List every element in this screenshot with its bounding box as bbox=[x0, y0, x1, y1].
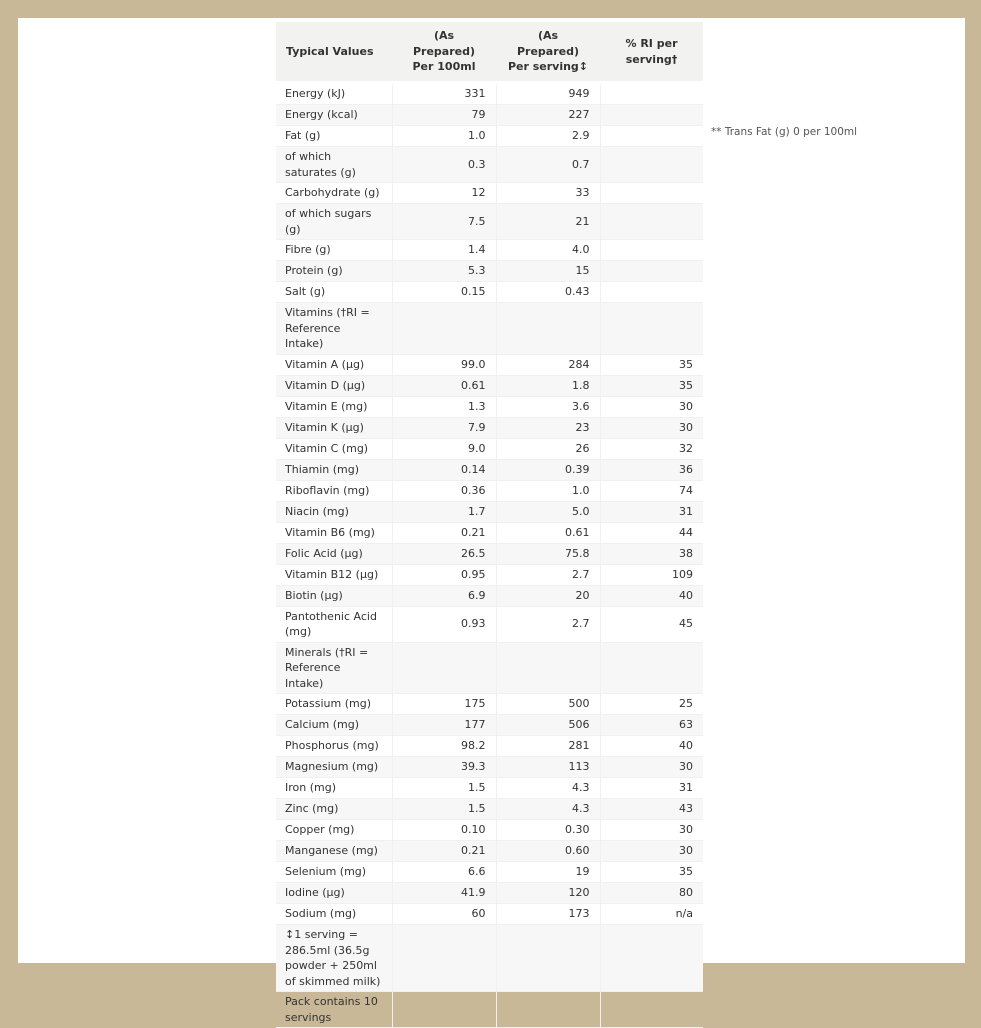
per-100ml-value: 39.3 bbox=[392, 757, 496, 778]
ri-percent-value: 45 bbox=[600, 606, 703, 642]
per-serving-value bbox=[496, 925, 600, 992]
table-row bbox=[276, 736, 703, 757]
per-serving-value: 173 bbox=[496, 904, 600, 925]
table-header-row bbox=[276, 22, 703, 81]
table-row bbox=[276, 799, 703, 820]
page-frame bbox=[18, 18, 965, 1024]
ri-percent-value bbox=[600, 126, 703, 147]
per-100ml-value: 331 bbox=[392, 84, 496, 105]
ri-percent-value: 36 bbox=[600, 459, 703, 480]
per-serving-value: 281 bbox=[496, 736, 600, 757]
ri-percent-value bbox=[600, 183, 703, 204]
ri-percent-value bbox=[600, 303, 703, 355]
nutrient-name: Vitamins (†RI = Reference Intake) bbox=[276, 303, 392, 355]
ri-percent-value bbox=[600, 925, 703, 992]
table-row bbox=[276, 642, 703, 694]
per-100ml-value: 1.5 bbox=[392, 799, 496, 820]
ri-percent-value: 30 bbox=[600, 417, 703, 438]
table-row bbox=[276, 606, 703, 642]
ri-percent-value: 35 bbox=[600, 354, 703, 375]
per-100ml-value: 175 bbox=[392, 694, 496, 715]
ri-percent-value: 32 bbox=[600, 438, 703, 459]
per-100ml-value: 9.0 bbox=[392, 438, 496, 459]
per-serving-value: 949 bbox=[496, 84, 600, 105]
per-100ml-value: 7.9 bbox=[392, 417, 496, 438]
table-row bbox=[276, 438, 703, 459]
per-100ml-value: 6.6 bbox=[392, 862, 496, 883]
per-100ml-value: 0.3 bbox=[392, 147, 496, 183]
per-100ml-value bbox=[392, 992, 496, 1028]
nutrient-name: Zinc (mg) bbox=[276, 799, 392, 820]
nutrient-name: Vitamin E (mg) bbox=[276, 396, 392, 417]
ri-percent-value: 35 bbox=[600, 375, 703, 396]
nutrient-name: Iodine (µg) bbox=[276, 883, 392, 904]
nutrient-name: Thiamin (mg) bbox=[276, 459, 392, 480]
nutrient-name: Potassium (mg) bbox=[276, 694, 392, 715]
ri-percent-value: 31 bbox=[600, 778, 703, 799]
nutrient-name: Iron (mg) bbox=[276, 778, 392, 799]
header-typical-values: Typical Values bbox=[276, 22, 392, 81]
ri-percent-value: 40 bbox=[600, 585, 703, 606]
table-row bbox=[276, 147, 703, 183]
table-row bbox=[276, 480, 703, 501]
ri-percent-value bbox=[600, 204, 703, 240]
table-row bbox=[276, 354, 703, 375]
nutrient-name: Sodium (mg) bbox=[276, 904, 392, 925]
nutrient-name: Vitamin K (µg) bbox=[276, 417, 392, 438]
per-100ml-value: 0.15 bbox=[392, 282, 496, 303]
table-row bbox=[276, 904, 703, 925]
nutrient-name: of which sugars (g) bbox=[276, 204, 392, 240]
nutrient-name: of which saturates (g) bbox=[276, 147, 392, 183]
per-100ml-value: 0.95 bbox=[392, 564, 496, 585]
nutrient-name: Copper (mg) bbox=[276, 820, 392, 841]
table-row bbox=[276, 459, 703, 480]
nutrient-name: Manganese (mg) bbox=[276, 841, 392, 862]
per-serving-value: 0.43 bbox=[496, 282, 600, 303]
per-100ml-value: 0.21 bbox=[392, 841, 496, 862]
table-row bbox=[276, 417, 703, 438]
nutrient-name: Salt (g) bbox=[276, 282, 392, 303]
per-100ml-value: 12 bbox=[392, 183, 496, 204]
ri-percent-value: n/a bbox=[600, 904, 703, 925]
per-serving-value: 0.60 bbox=[496, 841, 600, 862]
nutrient-name: Phosphorus (mg) bbox=[276, 736, 392, 757]
table-row bbox=[276, 862, 703, 883]
per-serving-value: 113 bbox=[496, 757, 600, 778]
per-100ml-value: 177 bbox=[392, 715, 496, 736]
table-row bbox=[276, 715, 703, 736]
per-100ml-value: 0.61 bbox=[392, 375, 496, 396]
ri-percent-value: 25 bbox=[600, 694, 703, 715]
nutrient-name: Vitamin B6 (mg) bbox=[276, 522, 392, 543]
table-row bbox=[276, 282, 703, 303]
nutrient-name: Carbohydrate (g) bbox=[276, 183, 392, 204]
ri-percent-value bbox=[600, 261, 703, 282]
ri-percent-value: 63 bbox=[600, 715, 703, 736]
per-100ml-value: 7.5 bbox=[392, 204, 496, 240]
per-serving-value: 5.0 bbox=[496, 501, 600, 522]
nutrient-name: Energy (kcal) bbox=[276, 105, 392, 126]
nutrient-name: Biotin (µg) bbox=[276, 585, 392, 606]
nutrient-name: Protein (g) bbox=[276, 261, 392, 282]
nutrient-name: Fibre (g) bbox=[276, 240, 392, 261]
ri-percent-value: 31 bbox=[600, 501, 703, 522]
nutrition-table-body bbox=[276, 81, 703, 1028]
table-row bbox=[276, 303, 703, 355]
per-serving-value: 1.8 bbox=[496, 375, 600, 396]
trans-fat-note: ** Trans Fat (g) 0 per 100ml bbox=[711, 126, 858, 138]
header-ri-per-serving: % RI per serving† bbox=[600, 22, 703, 81]
per-serving-value: 506 bbox=[496, 715, 600, 736]
nutrient-name: Vitamin A (µg) bbox=[276, 354, 392, 375]
table-row bbox=[276, 261, 703, 282]
ri-percent-value: 30 bbox=[600, 841, 703, 862]
ri-percent-value bbox=[600, 105, 703, 126]
table-row bbox=[276, 992, 703, 1028]
nutrient-name: Selenium (mg) bbox=[276, 862, 392, 883]
per-100ml-value: 0.10 bbox=[392, 820, 496, 841]
ri-percent-value bbox=[600, 147, 703, 183]
per-100ml-value: 99.0 bbox=[392, 354, 496, 375]
ri-percent-value: 44 bbox=[600, 522, 703, 543]
nutrient-name: Energy (kJ) bbox=[276, 84, 392, 105]
nutrient-name: Folic Acid (µg) bbox=[276, 543, 392, 564]
per-serving-value: 227 bbox=[496, 105, 600, 126]
ri-percent-value bbox=[600, 642, 703, 694]
table-row bbox=[276, 183, 703, 204]
per-serving-value: 0.7 bbox=[496, 147, 600, 183]
nutrient-name: Minerals (†RI = Reference Intake) bbox=[276, 642, 392, 694]
ri-percent-value: 30 bbox=[600, 757, 703, 778]
per-100ml-value: 60 bbox=[392, 904, 496, 925]
per-serving-value: 19 bbox=[496, 862, 600, 883]
per-serving-value: 0.39 bbox=[496, 459, 600, 480]
per-serving-value: 500 bbox=[496, 694, 600, 715]
per-100ml-value: 0.36 bbox=[392, 480, 496, 501]
table-row bbox=[276, 240, 703, 261]
ri-percent-value: 74 bbox=[600, 480, 703, 501]
per-serving-value: 33 bbox=[496, 183, 600, 204]
per-100ml-value: 1.4 bbox=[392, 240, 496, 261]
per-serving-value: 120 bbox=[496, 883, 600, 904]
table-row bbox=[276, 204, 703, 240]
per-serving-value: 2.7 bbox=[496, 564, 600, 585]
nutrient-name: ↕1 serving = 286.5ml (36.5g powder + 250ml of skimmed milk) bbox=[276, 925, 392, 992]
table-row bbox=[276, 925, 703, 992]
nutrient-name: Niacin (mg) bbox=[276, 501, 392, 522]
ri-percent-value bbox=[600, 992, 703, 1028]
per-serving-value: 1.0 bbox=[496, 480, 600, 501]
per-serving-value: 23 bbox=[496, 417, 600, 438]
nutrient-name: Vitamin B12 (µg) bbox=[276, 564, 392, 585]
per-serving-value: 3.6 bbox=[496, 396, 600, 417]
ri-percent-value bbox=[600, 240, 703, 261]
table-row bbox=[276, 543, 703, 564]
nutrition-table bbox=[276, 22, 703, 1028]
per-100ml-value: 41.9 bbox=[392, 883, 496, 904]
per-100ml-value: 1.5 bbox=[392, 778, 496, 799]
per-serving-value: 15 bbox=[496, 261, 600, 282]
ri-percent-value: 80 bbox=[600, 883, 703, 904]
table-row bbox=[276, 585, 703, 606]
nutrient-name: Pack contains 10 servings bbox=[276, 992, 392, 1028]
per-serving-value: 2.9 bbox=[496, 126, 600, 147]
per-serving-value: 284 bbox=[496, 354, 600, 375]
table-row bbox=[276, 375, 703, 396]
per-100ml-value: 6.9 bbox=[392, 585, 496, 606]
table-row bbox=[276, 396, 703, 417]
ri-percent-value bbox=[600, 84, 703, 105]
per-serving-value: 26 bbox=[496, 438, 600, 459]
table-row bbox=[276, 841, 703, 862]
ri-percent-value bbox=[600, 282, 703, 303]
per-100ml-value: 0.14 bbox=[392, 459, 496, 480]
table-row bbox=[276, 694, 703, 715]
table-row bbox=[276, 778, 703, 799]
per-100ml-value: 0.93 bbox=[392, 606, 496, 642]
nutrient-name: Vitamin D (µg) bbox=[276, 375, 392, 396]
per-serving-value bbox=[496, 992, 600, 1028]
table-row bbox=[276, 501, 703, 522]
per-serving-value bbox=[496, 642, 600, 694]
nutrient-name: Fat (g) bbox=[276, 126, 392, 147]
per-100ml-value bbox=[392, 303, 496, 355]
nutrient-name: Riboflavin (mg) bbox=[276, 480, 392, 501]
per-100ml-value: 5.3 bbox=[392, 261, 496, 282]
ri-percent-value: 35 bbox=[600, 862, 703, 883]
per-serving-value: 4.0 bbox=[496, 240, 600, 261]
per-serving-value: 0.61 bbox=[496, 522, 600, 543]
table-row bbox=[276, 820, 703, 841]
per-100ml-value: 1.0 bbox=[392, 126, 496, 147]
table-row bbox=[276, 105, 703, 126]
table-row bbox=[276, 84, 703, 105]
nutrient-name: Pantothenic Acid (mg) bbox=[276, 606, 392, 642]
table-row bbox=[276, 883, 703, 904]
per-serving-value: 4.3 bbox=[496, 799, 600, 820]
per-100ml-value: 1.7 bbox=[392, 501, 496, 522]
nutrient-name: Magnesium (mg) bbox=[276, 757, 392, 778]
ri-percent-value: 38 bbox=[600, 543, 703, 564]
table-row bbox=[276, 564, 703, 585]
ri-percent-value: 30 bbox=[600, 396, 703, 417]
per-100ml-value bbox=[392, 925, 496, 992]
nutrient-name: Vitamin C (mg) bbox=[276, 438, 392, 459]
per-serving-value: 21 bbox=[496, 204, 600, 240]
per-serving-value: 20 bbox=[496, 585, 600, 606]
table-row bbox=[276, 126, 703, 147]
ri-percent-value: 40 bbox=[600, 736, 703, 757]
per-100ml-value: 79 bbox=[392, 105, 496, 126]
per-100ml-value: 1.3 bbox=[392, 396, 496, 417]
per-100ml-value: 0.21 bbox=[392, 522, 496, 543]
nutrient-name: Calcium (mg) bbox=[276, 715, 392, 736]
per-serving-value bbox=[496, 303, 600, 355]
header-per-100ml: (As Prepared) Per 100ml bbox=[392, 22, 496, 81]
per-100ml-value: 26.5 bbox=[392, 543, 496, 564]
ri-percent-value: 30 bbox=[600, 820, 703, 841]
table-row bbox=[276, 757, 703, 778]
ri-percent-value: 109 bbox=[600, 564, 703, 585]
ri-percent-value: 43 bbox=[600, 799, 703, 820]
per-serving-value: 2.7 bbox=[496, 606, 600, 642]
per-100ml-value: 98.2 bbox=[392, 736, 496, 757]
table-row bbox=[276, 522, 703, 543]
per-serving-value: 0.30 bbox=[496, 820, 600, 841]
per-serving-value: 4.3 bbox=[496, 778, 600, 799]
per-serving-value: 75.8 bbox=[496, 543, 600, 564]
per-100ml-value bbox=[392, 642, 496, 694]
header-per-serving: (As Prepared) Per serving↕ bbox=[496, 22, 600, 81]
